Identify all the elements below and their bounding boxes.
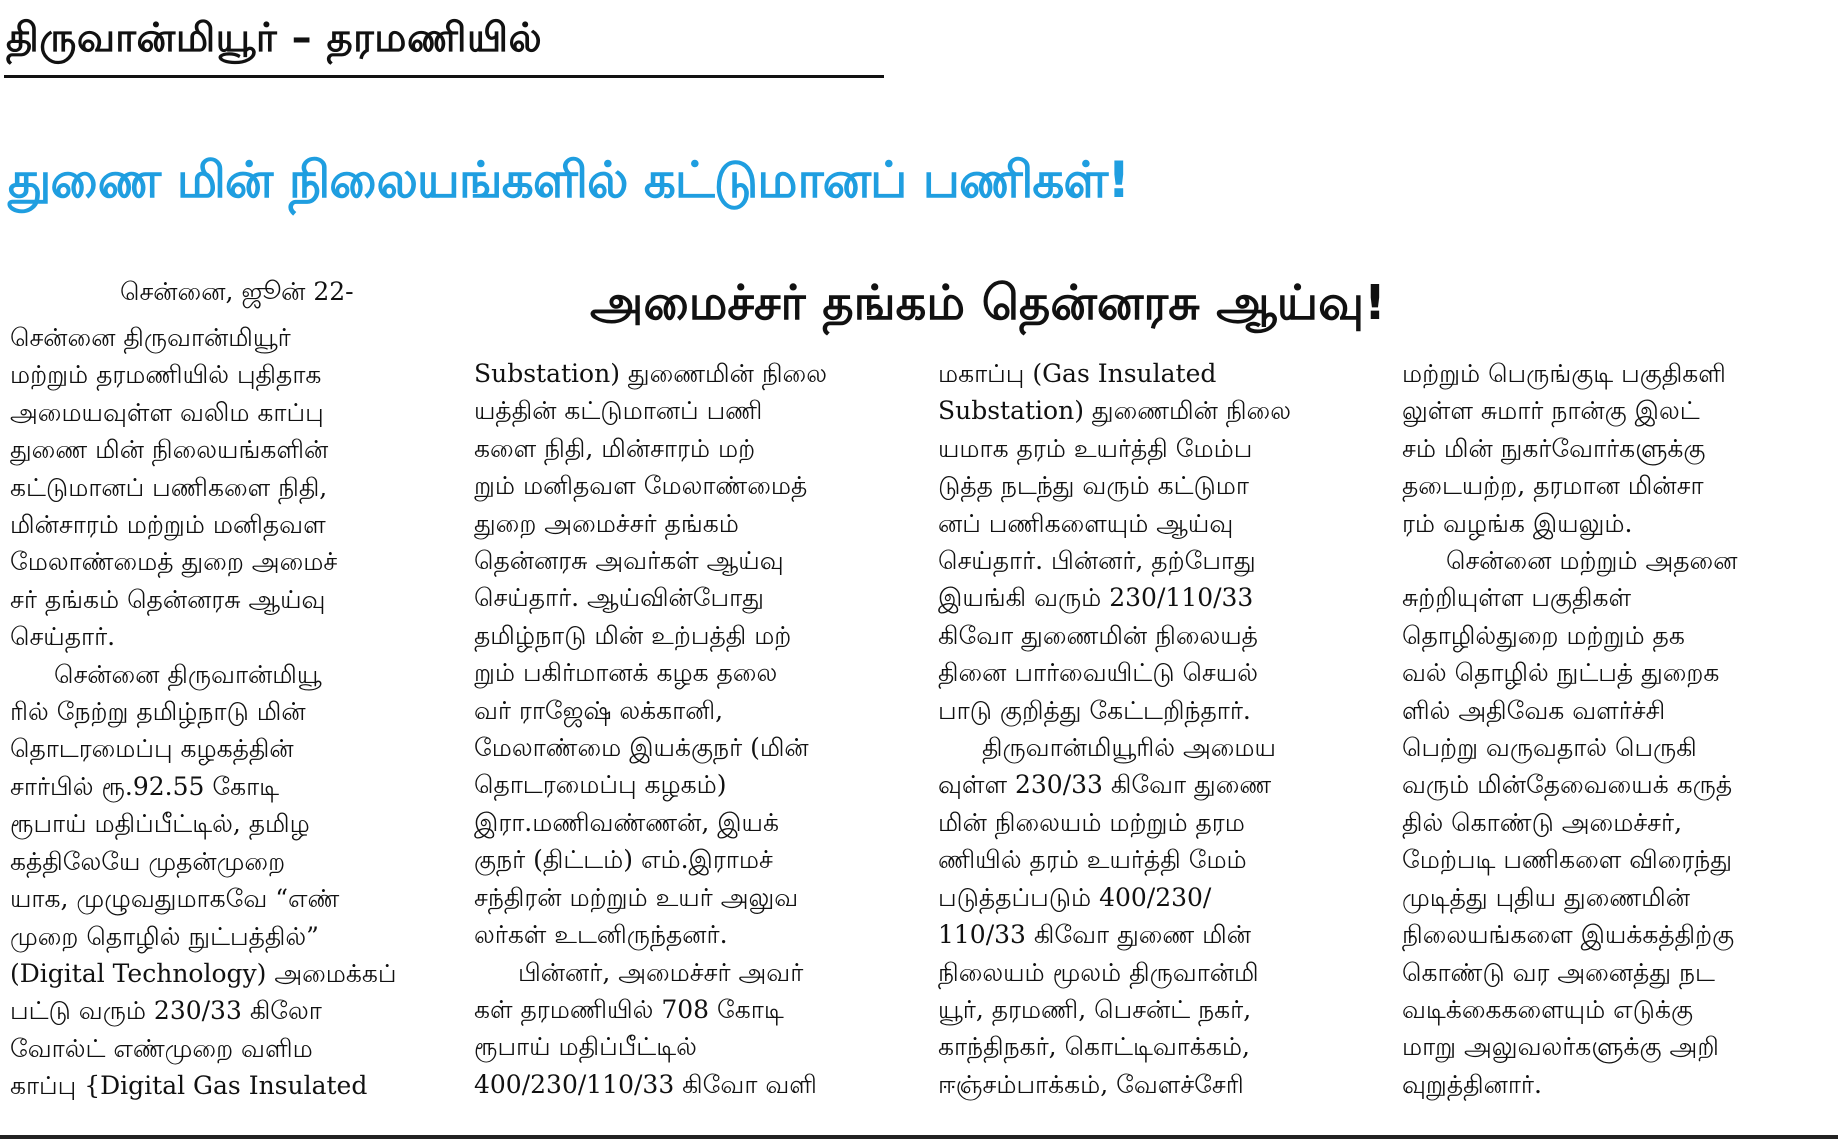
article-line: சுற்றியுள்ள பகுதிகள் <box>1402 583 1632 613</box>
article-line: மாறு அலுவலர்களுக்கு அறி <box>1402 1032 1719 1062</box>
article-line: யூர், தரமணி, பெசன்ட் நகர், <box>938 994 1252 1024</box>
article-line: பட்டு வரும் 230/33 கிலோ <box>10 996 322 1026</box>
article-line: துணை மின் நிலையங்களின் <box>10 435 329 465</box>
article-line: களை நிதி, மின்சாரம் மற் <box>474 433 756 463</box>
article-line: றும் பகிர்மானக் கழக தலை <box>474 658 778 688</box>
article-line: தொடரமைப்பு கழகத்தின் <box>10 734 294 764</box>
article-line: யத்தின் கட்டுமானப் பணி <box>474 396 763 426</box>
article-line: வுள்ள 230/33 கிவோ துணை <box>938 770 1272 800</box>
article-line: மேலாண்மை இயக்குநர் (மின் <box>474 733 809 763</box>
article-line: துறை அமைச்சர் தங்கம் <box>474 508 739 538</box>
article-line: சந்திரன் மற்றும் உயர் அலுவ <box>474 882 799 912</box>
article-column-1 <box>10 319 440 1105</box>
article-line: ளில் அதிவேக வளர்ச்சி <box>1402 695 1666 725</box>
article-line: (Digital Technology) அமைக்கப் <box>10 958 397 988</box>
article-line: மற்றும் தரமணியில் புதிதாக <box>10 360 322 390</box>
article-line: பின்னர், அமைச்சர் அவர் <box>518 957 804 987</box>
article-line: தமிழ்நாடு மின் உற்பத்தி மற் <box>474 620 792 650</box>
article-line: இயங்கி வரும் 230/110/33 <box>938 583 1254 613</box>
article-line: டுத்த நடந்து வரும் கட்டுமா <box>938 471 1249 501</box>
article-line: செய்தார். பின்னர், தற்போது <box>938 546 1256 576</box>
kicker: திருவான்மியூர் – தரமணியில் <box>6 15 543 61</box>
article-line: சார்பில் ரூ.92.55 கோடி <box>10 771 280 801</box>
article-line: மின்சாரம் மற்றும் மனிதவள <box>10 510 326 540</box>
article-column-3 <box>938 355 1370 1103</box>
article-line: வுறுத்தினார். <box>1402 1069 1542 1099</box>
article-line: தில் கொண்டு அமைச்சர், <box>1402 807 1683 837</box>
kicker-underline <box>4 75 884 78</box>
subheadline: அமைச்சர் தங்கம் தென்னரசு ஆய்வு! <box>590 275 1386 331</box>
article-line: மற்றும் பெருங்குடி பகுதிகளி <box>1402 359 1726 388</box>
article-line: மின் நிலையம் மற்றும் தரம <box>938 807 1245 837</box>
article-line: காந்திநகர், கொட்டிவாக்கம், <box>938 1032 1250 1062</box>
article-line: தடையற்ற, தரமான மின்சா <box>1402 471 1704 501</box>
article-line: யாக, முழுவதுமாகவே “எண் <box>10 884 340 914</box>
article-line: வரும் மின்தேவையைக் கருத் <box>1402 770 1733 800</box>
article-line: Substation) துணைமின் நிலை <box>938 396 1291 426</box>
article-line: தொடரமைப்பு கழகம்) <box>474 770 727 800</box>
article-line: காப்பு {Digital Gas Insulated <box>10 1071 368 1101</box>
article-line: 400/230/110/33 கிவோ வளி <box>474 1069 817 1099</box>
article-line: றும் மனிதவள மேலாண்மைத் <box>474 471 808 501</box>
article-line: முடித்து புதிய துணைமின் <box>1402 882 1691 912</box>
article-line: 110/33 கிவோ துணை மின் <box>938 920 1252 950</box>
article-line: நிலையம் மூலம் திருவான்மி <box>938 957 1259 987</box>
article-line: ரம் வழங்க இயலும். <box>1402 508 1633 538</box>
article-line: சர் தங்கம் தென்னரசு ஆய்வு <box>10 584 326 614</box>
article-line: முறை தொழில் நுட்பத்தில்” <box>10 921 319 951</box>
article-line: தொழில்துறை மற்றும் தக <box>1402 620 1685 650</box>
article-line: கொண்டு வர அனைத்து நட <box>1402 957 1715 987</box>
article-line: மகாப்பு (Gas Insulated <box>938 359 1217 388</box>
article-line: மேலாண்மைத் துறை அமைச் <box>10 547 338 577</box>
headline: துணை மின் நிலையங்களில் கட்டுமானப் பணிகள்! <box>8 151 1130 209</box>
article-line: வர் ராஜேஷ் லக்கானி, <box>474 695 724 725</box>
article-line: செய்தார். ஆய்வின்போது <box>474 583 764 613</box>
article-line: சென்னை மற்றும் அதனை <box>1446 546 1738 576</box>
article-line: பெற்று வருவதால் பெருகி <box>1402 733 1697 763</box>
article-line: அமையவுள்ள வலிம காப்பு <box>10 397 324 427</box>
article-line: சம் மின் நுகர்வோர்களுக்கு <box>1402 433 1706 463</box>
article-line: தென்னரசு அவர்கள் ஆய்வு <box>474 546 784 576</box>
article-line: யமாக தரம் உயர்த்தி மேம்ப <box>938 433 1253 463</box>
article-line: கட்டுமானப் பணிகளை நிதி, <box>10 472 328 502</box>
article-column-2 <box>474 355 906 1103</box>
article-column-4 <box>1402 355 1834 1103</box>
article-line: ரூபாய் மதிப்பீட்டில், தமிழ <box>10 809 310 839</box>
article-line: திருவான்மியூரில் அமைய <box>982 733 1276 763</box>
article-line: ஈஞ்சம்பாக்கம், வேளச்சேரி <box>938 1069 1244 1099</box>
article-line: சென்னை திருவான்மியூர் <box>10 323 291 352</box>
article-line: இரா.மணிவண்ணன், இயக் <box>474 807 779 837</box>
article-line: கிவோ துணைமின் நிலையத் <box>938 620 1258 650</box>
article-line: ணியில் தரம் உயர்த்தி மேம் <box>938 845 1247 875</box>
bottom-rule <box>0 1135 1838 1139</box>
article-line: லர்கள் உடனிருந்தனர். <box>474 920 728 950</box>
dateline: சென்னை, ஜூன் 22- <box>120 277 354 306</box>
article-line: வோல்ட் எண்முறை வளிம <box>10 1033 313 1063</box>
article-line: நிலையங்களை இயக்கத்திற்கு <box>1402 920 1735 950</box>
article-line: லுள்ள சுமார் நான்கு இலட் <box>1402 396 1700 426</box>
article-line: வடிக்கைகளையும் எடுக்கு <box>1402 994 1694 1024</box>
article-line: பாடு குறித்து கேட்டறிந்தார். <box>938 695 1251 725</box>
article-line: வல் தொழில் நுட்பத் துறைக <box>1402 658 1720 688</box>
article-line: படுத்தப்படும் 400/230/ <box>938 882 1212 912</box>
article-line: ரூபாய் மதிப்பீட்டில் <box>474 1032 697 1062</box>
article-line: குநர் (திட்டம்) எம்.இராமச் <box>474 845 773 875</box>
article-line: கத்திலேயே முதன்முறை <box>10 846 286 876</box>
article-line: Substation) துணைமின் நிலை <box>474 359 827 388</box>
article-line: மேற்படி பணிகளை விரைந்து <box>1402 845 1733 875</box>
article-line: கள் தரமணியில் 708 கோடி <box>474 994 784 1024</box>
article-line: ரில் நேற்று தமிழ்நாடு மின் <box>10 697 306 727</box>
article-line: னப் பணிகளையும் ஆய்வு <box>938 508 1234 538</box>
article-line: தினை பார்வையிட்டு செயல் <box>938 658 1258 688</box>
article-line: சென்னை திருவான்மியூ <box>54 659 322 689</box>
article-line: செய்தார். <box>10 622 116 652</box>
